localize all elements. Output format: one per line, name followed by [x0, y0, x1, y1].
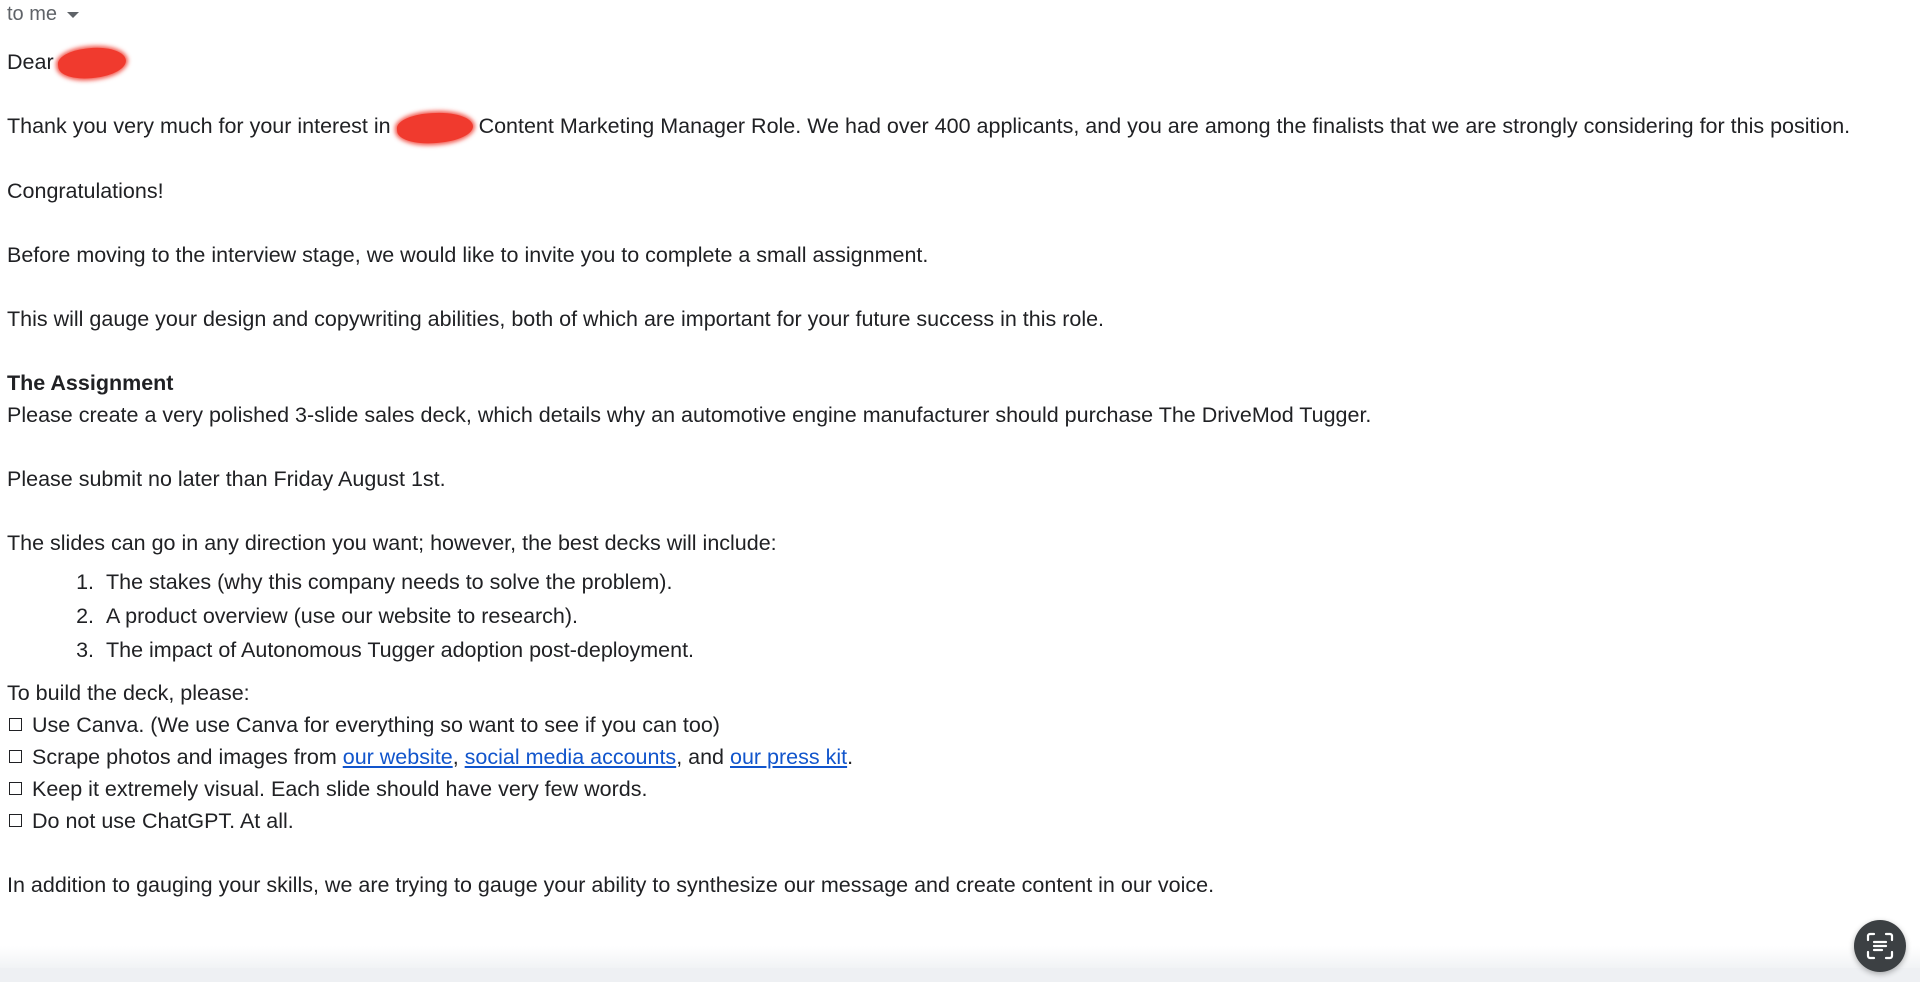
checklist-text: Do not use ChatGPT. At all. [32, 808, 294, 833]
gauge-text: This will gauge your design and copywriting abilities, both of which are important for your future success in this role. [7, 306, 1105, 331]
greeting [7, 46, 1912, 78]
list-item: 1. The stakes (why this company needs to solve the problem). [100, 565, 1912, 599]
checklist-item [7, 741, 1912, 773]
list-item: 2. A product overview (use our website to research). [100, 599, 1912, 633]
text-scan-button[interactable] [1854, 920, 1906, 972]
separator-comma: , [452, 744, 459, 769]
checklist-item [7, 773, 1912, 805]
email-body [7, 0, 1912, 901]
text-scan-icon [1865, 931, 1895, 961]
redacted-company [396, 110, 474, 145]
build-intro: To build the deck, please: [7, 680, 250, 705]
recipient-dropdown[interactable] [7, 0, 1912, 28]
checkbox-icon [9, 750, 22, 763]
checkbox-icon [9, 718, 22, 731]
deadline-text: Please submit no later than Friday August 1st. [7, 466, 446, 491]
checkbox-icon [9, 814, 22, 827]
intro-suffix: Content Marketing Manager Role. We had over 400 applicants, and you are among the finalists that we are strongly considering for this position. [478, 114, 1851, 139]
bottom-bar [0, 968, 1920, 982]
assignment-heading: The Assignment [7, 370, 174, 395]
closing-text: In addition to gauging your skills, we are trying to gauge your ability to synthesize our message and create content in our voice. [7, 872, 1215, 897]
list-item: 3. The impact of Autonomous Tugger adoption post-deployment. [100, 633, 1912, 667]
checklist-text: Use Canva. (We use Canva for everything so want to see if you can too) [32, 712, 720, 737]
end-period: . [847, 744, 854, 769]
checklist-text: Scrape photos and images from [32, 744, 337, 769]
recipient-label: to me [7, 3, 58, 25]
website-link[interactable]: our website [342, 744, 453, 769]
social-media-link[interactable]: social media accounts [464, 744, 677, 769]
checklist-item [7, 709, 1912, 741]
congrats-text: Congratulations! [7, 178, 164, 203]
checkbox-icon [9, 782, 22, 795]
numbered-list [7, 565, 1912, 667]
assignment-text: Please create a very polished 3-slide sales deck, which details why an automotive engine manufacturer should purchase The DriveMod Tugger. [7, 402, 1372, 427]
redacted-name [56, 45, 127, 82]
invite-text: Before moving to the interview stage, we would like to invite you to complete a small assignment. [7, 242, 929, 267]
directions-text: The slides can go in any direction you want; however, the best decks will include: [7, 530, 777, 555]
intro-paragraph [7, 110, 1912, 142]
separator-and: , and [676, 744, 725, 769]
checklist-text: Keep it extremely visual. Each slide should have very few words. [32, 776, 648, 801]
greeting-prefix: Dear [7, 50, 54, 74]
caret-down-icon[interactable] [67, 12, 79, 18]
intro-prefix: Thank you very much for your interest in [7, 114, 391, 139]
checklist-item [7, 805, 1912, 837]
press-kit-link[interactable]: our press kit [730, 744, 848, 769]
